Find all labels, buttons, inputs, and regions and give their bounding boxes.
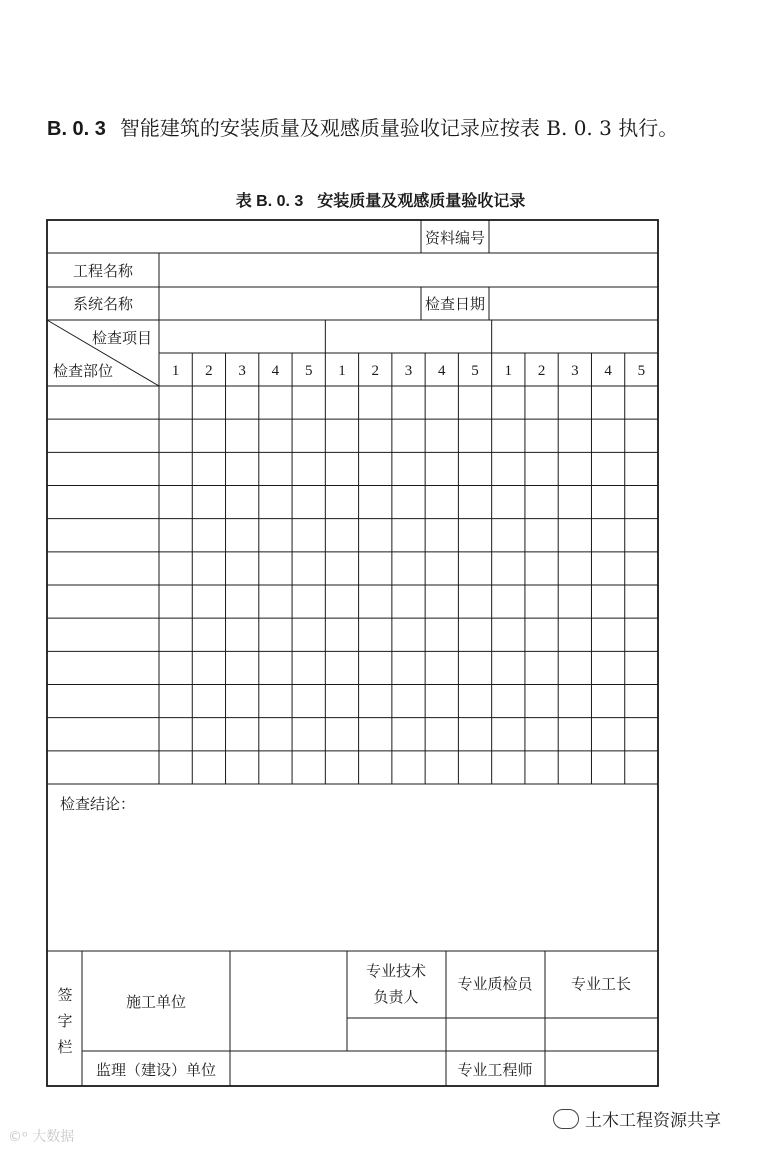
clause-text: 智能建筑的安装质量及观感质量验收记录应按表 B. 0. 3 执行。 [119, 116, 679, 140]
construction-unit-label: 施工单位 [125, 993, 187, 1011]
grid-lines [47, 320, 658, 784]
watermark-text: 大数据 [32, 1129, 75, 1145]
supervision-unit-label: 监理（建设）单位 [95, 1061, 217, 1079]
check-item-label: 检查项目 [91, 329, 152, 347]
column-number-label: 1 [171, 363, 180, 379]
column-number-label: 2 [371, 363, 379, 379]
signature-label-3: 栏 [57, 1038, 73, 1056]
check-location-label: 检查部位 [53, 362, 114, 380]
column-number-label: 3 [404, 363, 413, 379]
column-number-label: 1 [504, 363, 513, 379]
column-number-label: 2 [537, 363, 546, 379]
footer-brand [553, 1106, 721, 1131]
column-number-label: 4 [438, 363, 446, 379]
quality-inspector-label: 专业质检员 [457, 975, 533, 993]
column-number-label: 5 [471, 363, 479, 379]
table-caption-number: 表 B. 0. 3 [235, 193, 304, 210]
table-caption-title: 安装质量及观感质量验收记录 [317, 191, 526, 210]
wechat-icon [553, 1109, 579, 1129]
column-number-label: 3 [571, 363, 579, 379]
column-number-label: 1 [338, 363, 346, 379]
column-number-label: 4 [271, 363, 280, 379]
project-name-label: 工程名称 [72, 262, 134, 280]
column-number-label: 3 [238, 363, 246, 379]
footer-brand-text: 土木工程资源共享 [585, 1111, 721, 1131]
record-no-label: 资料编号 [424, 229, 486, 247]
engineer-label: 专业工程师 [457, 1061, 533, 1079]
watermark [8, 1126, 74, 1146]
conclusion-label: 检查结论： [60, 795, 136, 813]
column-numbers [172, 363, 645, 379]
clause-number: B. 0. 3 [47, 118, 106, 140]
check-date-label: 检查日期 [424, 295, 486, 313]
column-number-label: 5 [304, 363, 313, 379]
tech-lead-label-1: 专业技术 [365, 962, 427, 980]
watermark-icon: ©ᵒ [8, 1129, 28, 1145]
form-border [47, 220, 658, 1086]
foreman-label: 专业工长 [570, 975, 632, 993]
column-number-label: 2 [205, 363, 213, 379]
signature-label-2: 字 [57, 1012, 73, 1030]
signature-label-1: 签 [57, 986, 73, 1004]
column-number-label: 4 [604, 363, 612, 379]
tech-lead-label-2: 负责人 [373, 988, 419, 1006]
column-number-label: 5 [637, 363, 646, 379]
system-name-label: 系统名称 [72, 295, 134, 313]
